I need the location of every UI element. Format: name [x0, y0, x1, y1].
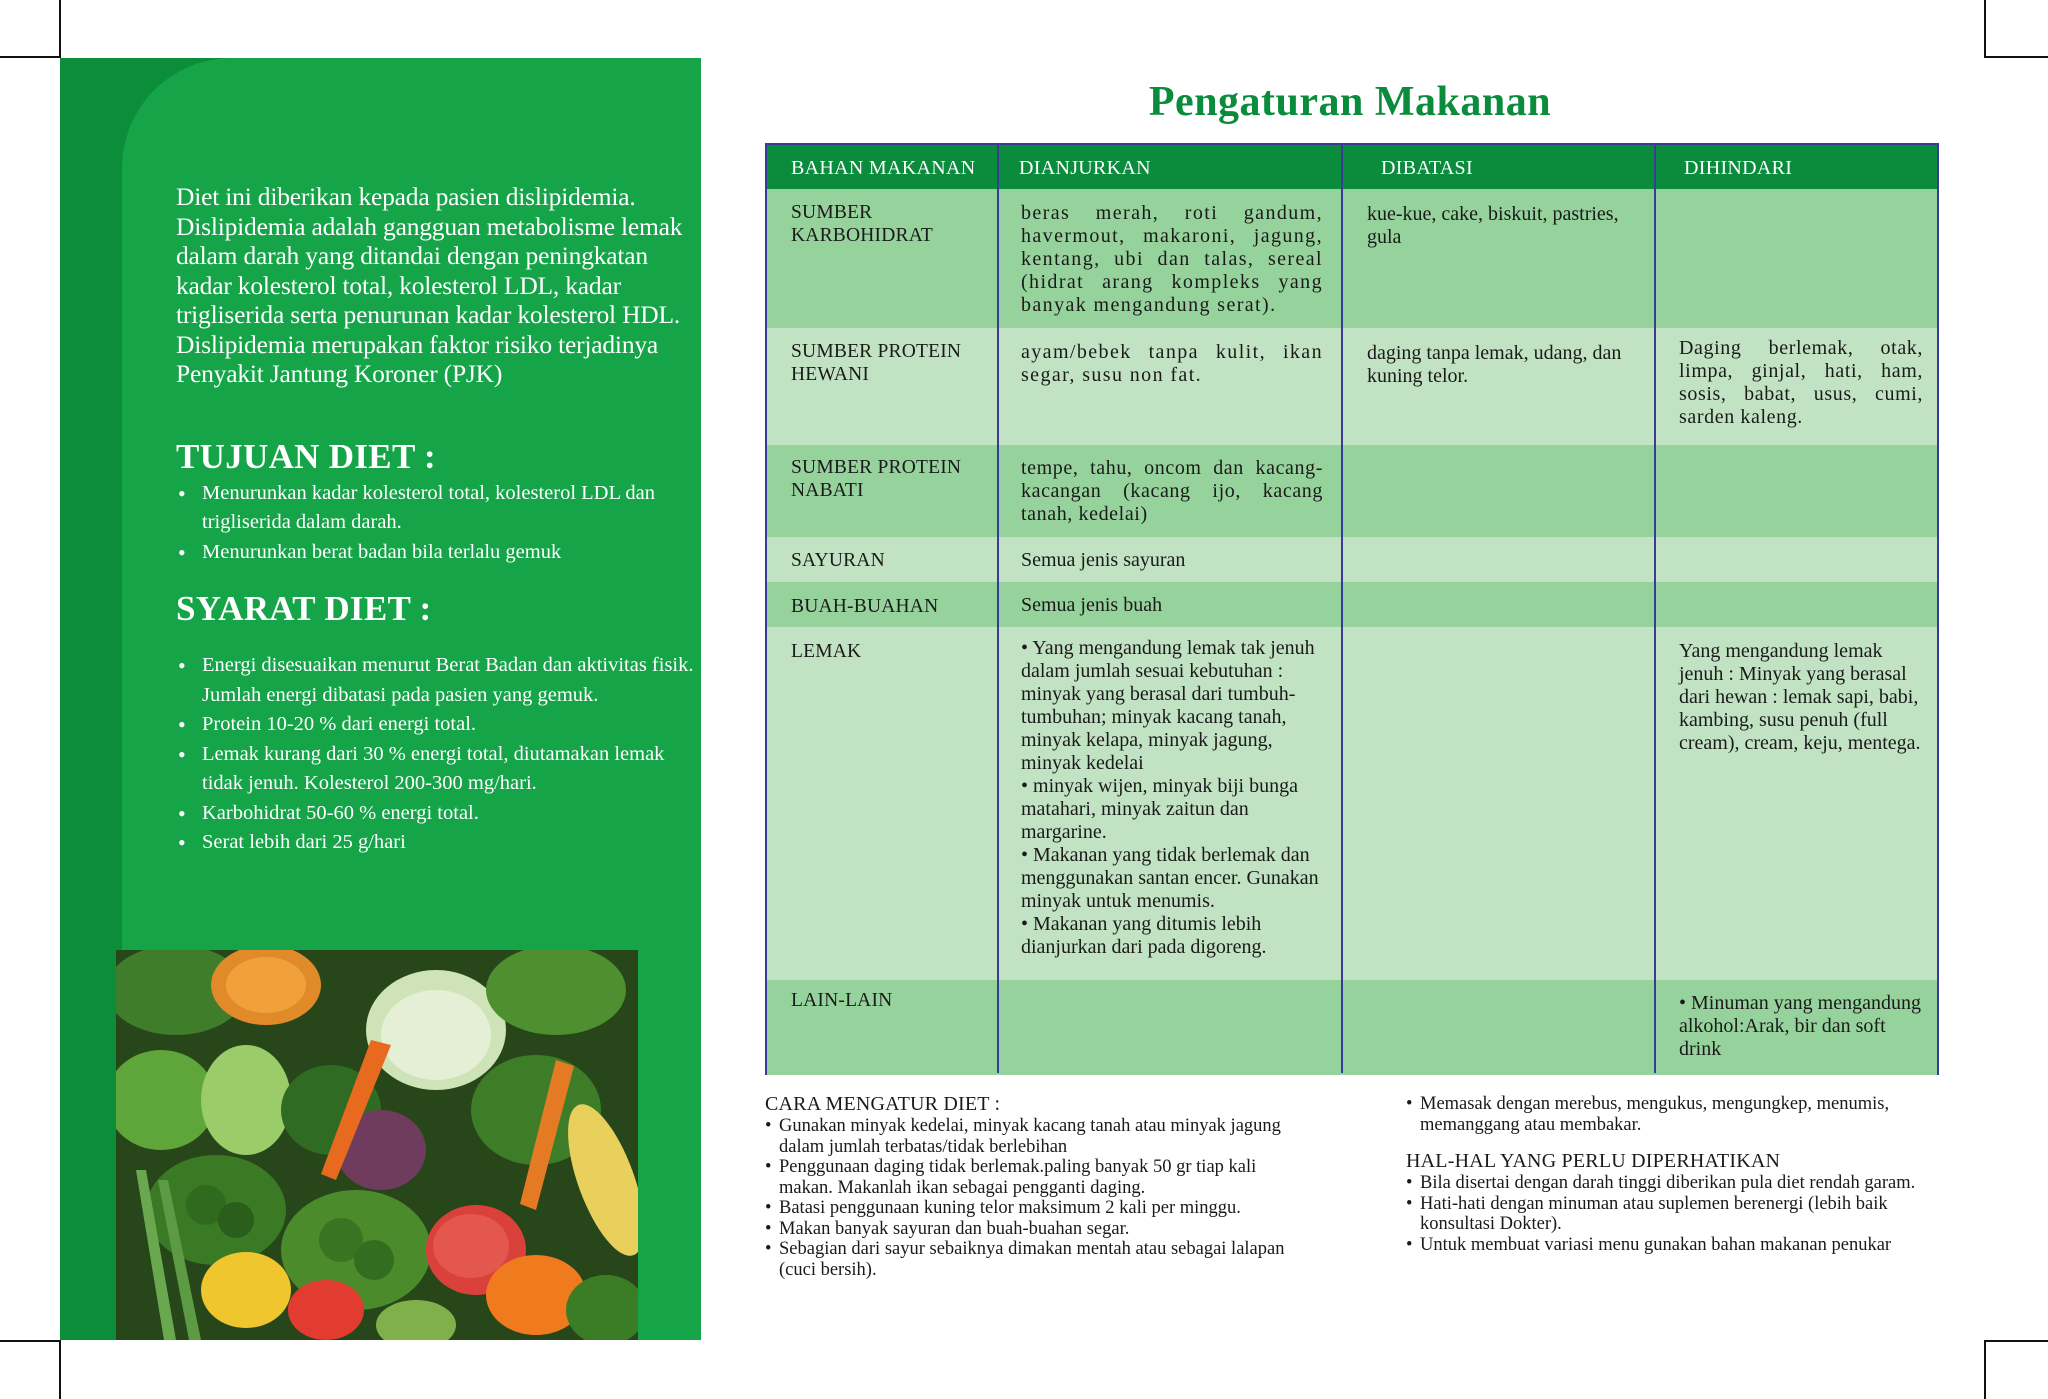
dianjurkan-cell: Semua jenis sayuran [1021, 549, 1186, 571]
list-item: • Sebagian dari sayur sebaiknya dimakan mentah atau sebagai lalapan (cuci bersih). [765, 1239, 1295, 1280]
syarat-list [176, 651, 701, 858]
list-item: • Serat lebih dari 25 g/hari [176, 828, 701, 858]
category-protein-nabati: SUMBER PROTEIN NABATI [791, 457, 962, 501]
crop-mark [1986, 56, 2048, 58]
crop-mark [59, 0, 61, 58]
category-protein-hewani: SUMBER PROTEIN HEWANI [791, 341, 962, 385]
dihindari-cell: • Minuman yang mengandung alkohol:Arak, bir dan soft drink [1679, 992, 1921, 1060]
column-divider [1654, 145, 1656, 1073]
table-header [767, 145, 1937, 189]
dianjurkan-cell: beras merah, roti gandum, havermout, makaroni, jagung, kentang, ubi dan talas, sereal (hidrat arang kompleks yang banyak mengandung serat). [1021, 202, 1323, 316]
category-buah: BUAH-BUAHAN [791, 596, 939, 617]
list-item: • Menurunkan kadar kolesterol total, kolesterol LDL dan trigliserida dalam darah. [176, 479, 701, 538]
tujuan-title: TUJUAN DIET : [176, 436, 436, 476]
list-item: • Penggunaan daging tidak berlemak.paling banyak 50 gr tiap kali makan. Makanlah ikan sebagai pengganti daging. [765, 1157, 1295, 1198]
list-item: • Makanan yang ditumis lebih dianjurkan dari pada digoreng. [1021, 913, 1267, 958]
dihindari-cell: Daging berlemak, otak, limpa, ginjal, hati, ham, sosis, babat, usus, cumi, sarden kaleng. [1679, 337, 1923, 428]
dibatasi-cell: daging tanpa lemak, udang, dan kuning telor. [1367, 342, 1622, 387]
cara-mengatur-notes [765, 1093, 1295, 1280]
list-item: • Yang mengandung lemak tak jenuh dalam jumlah sesuai kebutuhan : minyak yang berasal dari tumbuh-tumbuhan; minyak kacang tanah, minyak kelapa, minyak jagung, minyak kedelai [1021, 637, 1315, 774]
category-karbohidrat: SUMBER KARBOHIDRAT [791, 202, 933, 246]
list-item: • minyak wijen, minyak biji bunga matahari, minyak zaitun dan margarine. [1021, 775, 1298, 843]
category-lemak: LEMAK [791, 641, 862, 662]
crop-mark [59, 1340, 61, 1399]
intro-paragraph: Diet ini diberikan kepada pasien dislipidemia. Dislipidemia adalah gangguan metabolisme lemak dalam darah yang ditandai dengan peningkatan kadar kolesterol total, kolesterol LDL, kadar trigliserida serta penurunan kadar kolesterol HDL. Dislipidemia merupakan faktor risiko terjadinya Penyakit Jantung Koroner (PJK) [176, 182, 683, 388]
list-item: • Gunakan minyak kedelai, minyak kacang tanah atau minyak jagung dalam jumlah terbatas/tidak berlebihan [765, 1116, 1295, 1157]
crop-mark [1986, 1340, 2048, 1342]
tujuan-list [176, 479, 701, 568]
page-title: Pengaturan Makanan [1148, 79, 1552, 125]
dibatasi-cell: kue-kue, cake, biskuit, pastries, gula [1367, 203, 1619, 248]
cara-title: CARA MENGATUR DIET : [765, 1093, 1001, 1115]
crop-mark [1984, 0, 1986, 58]
dihindari-cell: Yang mengandung lemak jenuh : Minyak yang berasal dari hewan : lemak sapi, babi, kambing, susu penuh (full cream), cream, keju, mentega. [1679, 640, 1921, 754]
list-item: • Hati-hati dengan minuman atau suplemen berenergi (lebih baik konsultasi Dokter). [1406, 1194, 1926, 1235]
header-dihindari: DIHINDARI [1684, 157, 1793, 179]
header-bahan: BAHAN MAKANAN [791, 157, 976, 179]
list-item: • Lemak kurang dari 30 % energi total, diutamakan lemak tidak jenuh. Kolesterol 200-300 mg/hari. [176, 740, 701, 799]
syarat-title: SYARAT DIET : [176, 589, 432, 628]
right-notes [1406, 1094, 1926, 1255]
column-divider [997, 145, 999, 1073]
list-item: • Makan banyak sayuran dan buah-buahan segar. [765, 1219, 1295, 1240]
list-item: • Menurunkan berat badan bila terlalu gemuk [176, 538, 701, 568]
panel-text [176, 182, 701, 858]
dianjurkan-cell: Semua jenis buah [1021, 594, 1163, 616]
header-dianjurkan: DIANJURKAN [1019, 157, 1151, 179]
hal-title: HAL-HAL YANG PERLU DIPERHATIKAN [1406, 1150, 1781, 1172]
list-item: • Batasi penggunaan kuning telor maksimum 2 kali per minggu. [765, 1198, 1295, 1219]
header-dibatasi: DIBATASI [1381, 157, 1473, 179]
column-divider [1341, 145, 1343, 1073]
list-item: • Makanan yang tidak berlemak dan menggunakan santan encer. Gunakan minyak untuk menumis. [1021, 844, 1319, 912]
vegetables-photo [116, 950, 638, 1340]
hal-list [1406, 1173, 1926, 1255]
info-panel [60, 58, 701, 1340]
list-item: • Bila disertai dengan darah tinggi diberikan pula diet rendah garam. [1406, 1173, 1926, 1194]
dianjurkan-lemak-list [1021, 637, 1323, 959]
crop-mark [0, 1340, 60, 1342]
list-item: • Untuk membuat variasi menu gunakan bahan makanan penukar [1406, 1235, 1926, 1256]
cara-extra-list [1406, 1094, 1926, 1135]
dianjurkan-cell: ayam/bebek tanpa kulit, ikan segar, susu non fat. [1021, 341, 1323, 386]
crop-mark [0, 56, 60, 58]
dianjurkan-cell: tempe, tahu, oncom dan kacang-kacangan (kacang ijo, kacang tanah, kedelai) [1021, 457, 1323, 525]
cara-list [765, 1116, 1295, 1280]
category-lain-lain: LAIN-LAIN [791, 990, 893, 1011]
list-item: • Karbohidrat 50-60 % energi total. [176, 799, 701, 829]
list-item: • Protein 10-20 % dari energi total. [176, 710, 701, 740]
list-item: • Energi disesuaikan menurut Berat Badan dan aktivitas fisik. Jumlah energi dibatasi pada pasien yang gemuk. [176, 651, 701, 710]
category-sayuran: SAYURAN [791, 550, 885, 571]
food-table [765, 143, 1939, 1075]
crop-mark [1984, 1340, 1986, 1399]
list-item: • Memasak dengan merebus, mengukus, mengungkep, menumis, memanggang atau membakar. [1406, 1094, 1926, 1135]
